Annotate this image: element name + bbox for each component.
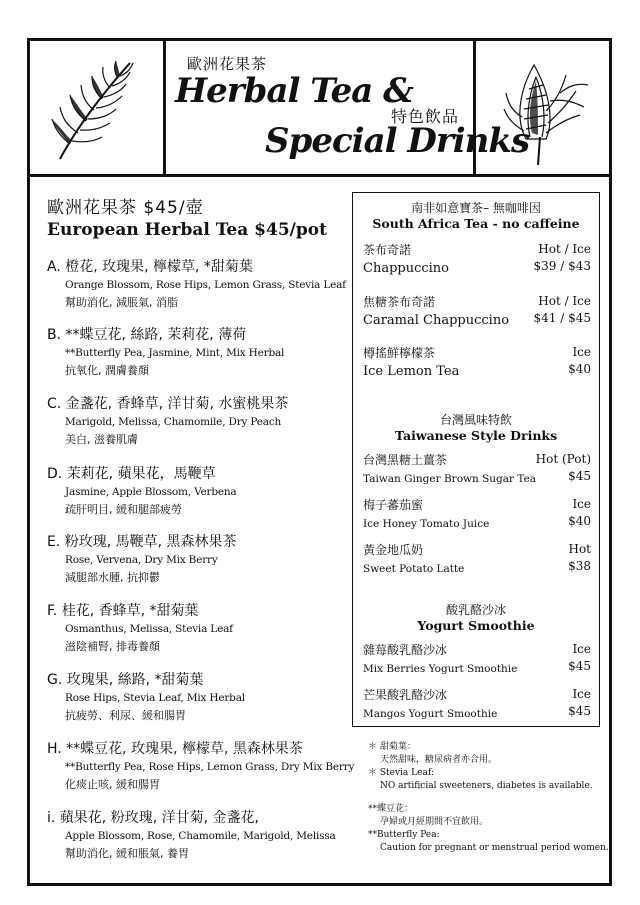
tea-english: Jasmine, Apple Blossom, Verbena	[65, 486, 237, 498]
header-right-illustration	[473, 41, 609, 174]
note-stevia-en-detail: NO artificial sweeteners, diabetes is available.	[380, 781, 593, 791]
drink-price: Ice $45	[568, 642, 591, 673]
header-script-line1: Herbal Tea &	[175, 71, 413, 111]
drink-name-en: Taiwan Ginger Brown Sugar Tea	[363, 473, 537, 485]
header-zh-special: 特色飲品	[391, 107, 460, 126]
drink-name-zh: 梅子蕃茄蜜	[363, 498, 424, 512]
tea-name: E. 粉玫瑰, 馬鞭草, 黑森林果茶	[47, 534, 237, 550]
header-title-block	[169, 41, 530, 174]
tea-english: Rose Hips, Stevia Leaf, Mix Herbal	[65, 692, 245, 704]
note-butterfly-en-detail: Caution for pregnant or menstrual period women.	[380, 843, 609, 853]
herbal-tea-section	[47, 193, 357, 240]
tea-benefit: 滋陰補腎, 排毒養顏	[65, 640, 160, 653]
tea-english: Orange Blossom, Rose Hips, Lemon Grass, Stevia Leaf	[65, 279, 346, 291]
tea-benefit: 幫助消化, 緩和脹氣, 養胃	[65, 847, 189, 860]
drink-name-en: Chappuccino	[363, 261, 450, 276]
tea-item-c	[47, 393, 357, 447]
tea-name: i. 蘋果花, 粉玫瑰, 洋甘菊, 金盞花,	[47, 810, 259, 826]
tea-item-f	[47, 600, 357, 654]
tea-item-d	[47, 463, 357, 517]
drink-mango-smoothie	[363, 686, 593, 720]
drink-price: Hot (Pot) $45	[535, 452, 591, 483]
note-stevia-zh-detail: 天然甜味，糖尿病者亦合用。	[380, 755, 498, 765]
drink-name-zh: 茶布奇諾	[363, 243, 412, 257]
fern-leaf-icon	[30, 41, 166, 174]
tea-name: B. **蝶豆花, 絲路, 茉莉花, 薄荷	[47, 327, 247, 343]
herbal-title-zh: 歐洲花果茶 $45/壺	[47, 198, 204, 218]
protea-flower-icon	[476, 41, 612, 174]
tea-benefit: 疏肝明目, 緩和腿部疲勞	[65, 503, 182, 516]
drink-ice-lemon-tea	[363, 344, 593, 379]
drink-price: Hot / Ice $41 / $45	[533, 294, 591, 325]
tea-english: Marigold, Melissa, Chamomile, Dry Peach	[65, 416, 282, 428]
yogurt-title-zh: 酸乳酪沙冰	[445, 603, 506, 617]
yogurt-title-en: Yogurt Smoothie	[417, 618, 535, 633]
south-africa-title-zh: 南非如意寶茶– 無咖啡因	[411, 201, 541, 215]
menu-frame	[27, 38, 612, 886]
drink-price: Ice $40	[568, 345, 591, 376]
header-script-line2: Special Drinks	[265, 121, 530, 161]
tea-name: C. 金盞花, 香蜂草, 洋甘菊, 水蜜桃果茶	[47, 396, 289, 412]
drink-name-en: Mix Berries Yogurt Smoothie	[363, 663, 518, 675]
drink-name-zh: 焦糖茶布奇諾	[363, 295, 436, 309]
tea-name: D. 茉莉花, 蘋果花，馬鞭草	[47, 466, 216, 482]
taiwanese-title-zh: 台灣風味特飲	[439, 413, 512, 427]
tea-benefit: 抗疲勞、利尿、緩和腸胃	[65, 709, 186, 722]
drink-name-en: Ice Lemon Tea	[363, 364, 460, 379]
drink-name-en: Mangos Yogurt Smoothie	[363, 708, 498, 720]
tea-english: Apple Blossom, Rose, Chamomile, Marigold, Melissa	[65, 830, 336, 842]
note-butterfly-en: **Butterfly Pea:	[368, 830, 440, 840]
drink-name-en: Caramal Chappuccino	[363, 313, 510, 328]
drink-price: Ice $45	[568, 687, 591, 718]
drink-caramal-chappuccino	[363, 293, 593, 328]
note-butterfly-zh: **蝶豆花：	[368, 804, 414, 814]
drink-name-zh: 芒果酸乳酪沙冰	[363, 688, 448, 702]
drink-sweet-potato-latte	[363, 541, 593, 575]
tea-english: **Butterfly Pea, Jasmine, Mint, Mix Herbal	[65, 347, 285, 359]
tea-english: Osmanthus, Melissa, Stevia Leaf	[65, 623, 233, 635]
tea-benefit: 抗氧化, 潤膚養顏	[65, 364, 149, 377]
tea-item-g	[47, 669, 357, 723]
drink-name-zh: 黃金地瓜奶	[363, 543, 424, 557]
menu-header	[30, 41, 609, 177]
drinks-box	[352, 192, 600, 727]
tea-item-b	[47, 324, 357, 378]
drink-name-zh: 樽搖鮮檸檬茶	[363, 346, 436, 360]
drink-name-zh: 台灣黑糖土薑茶	[363, 453, 448, 467]
header-left-illustration	[30, 41, 166, 174]
drink-berry-smoothie	[363, 641, 593, 675]
drink-tomato-juice	[363, 496, 593, 530]
tea-name: G. 玫瑰果, 絲路, *甜菊葉	[47, 672, 204, 688]
tea-name: A. 橙花, 玫瑰果, 檸檬草, *甜菊葉	[47, 259, 253, 275]
tea-name: H. **蝶豆花, 玫瑰果, 檸檬草, 黑森林果茶	[47, 741, 303, 757]
tea-item-i	[47, 807, 357, 861]
drink-price: Hot $38	[568, 542, 591, 573]
drink-price: Hot / Ice $39 / $43	[533, 242, 591, 273]
drink-name-zh: 雜莓酸乳酪沙冰	[363, 643, 448, 657]
tea-item-e	[47, 531, 357, 585]
drink-chappuccino	[363, 241, 593, 276]
tea-english: **Butterfly Pea, Rose Hips, Lemon Grass, Dry Mix Berry	[65, 761, 355, 773]
note-butterfly-zh-detail: 孕婦或月經期間不宜飲用。	[380, 817, 489, 827]
tea-name: F. 桂花, 香蜂草, *甜菊葉	[47, 603, 199, 619]
herbal-title-en: European Herbal Tea $45/pot	[47, 220, 327, 240]
tea-benefit: 化痰止咳, 緩和腸胃	[65, 778, 160, 791]
tea-benefit: 減腿部水腫, 抗抑鬱	[65, 571, 160, 584]
drink-name-en: Sweet Potato Latte	[363, 563, 465, 575]
taiwanese-title-en: Taiwanese Style Drinks	[394, 428, 558, 443]
tea-benefit: 美白, 滋養肌膚	[65, 433, 138, 446]
tea-item-a	[47, 256, 357, 310]
header-zh-title: 歐洲花果茶	[187, 55, 268, 73]
drink-ginger-tea	[363, 451, 593, 485]
tea-english: Rose, Vervena, Dry Mix Berry	[65, 554, 218, 566]
drink-name-en: Ice Honey Tomato Juice	[363, 518, 490, 530]
drink-price: Ice $40	[568, 497, 591, 528]
footnotes	[368, 741, 608, 855]
tea-item-h	[47, 738, 357, 792]
tea-benefit: 幫助消化, 減脹氣, 消脂	[65, 296, 178, 309]
note-stevia-en: ＊ Stevia Leaf:	[368, 768, 435, 778]
note-stevia-zh: ＊ 甜菊葉：	[368, 742, 416, 752]
south-africa-title-en: South Africa Tea - no caffeine	[372, 216, 580, 231]
